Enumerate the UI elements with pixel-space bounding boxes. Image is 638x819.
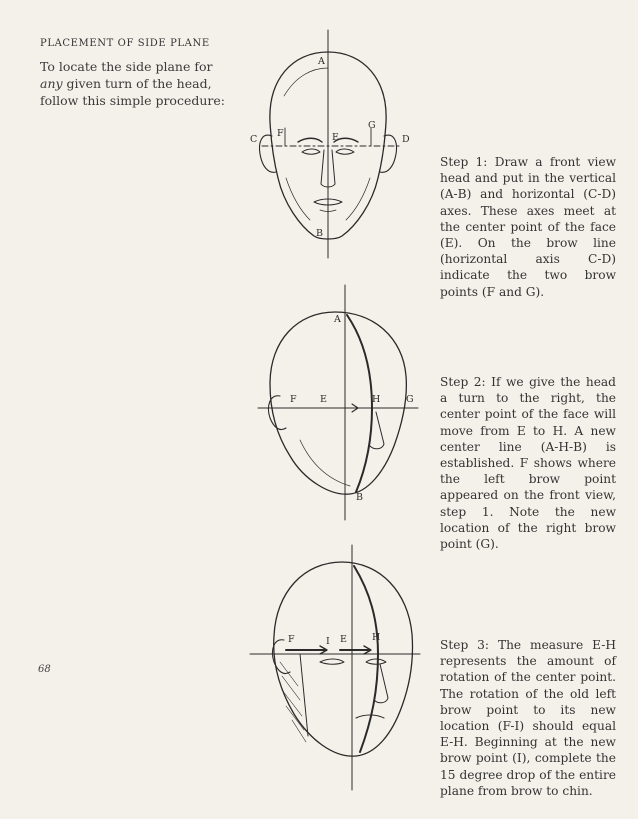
intro-text-end: given turn of the head, follow this simple procedure:: [40, 76, 225, 108]
side-plane-left-eye: [320, 659, 344, 664]
left-eye: [302, 149, 320, 154]
left-brow: [298, 138, 322, 142]
label-g-1: G: [368, 120, 376, 131]
intro-emphasis: any: [40, 76, 63, 91]
page-number: 68: [38, 664, 51, 675]
side-plane-head-figure: [250, 545, 420, 790]
label-h-2: H: [372, 394, 381, 405]
label-g-2: G: [406, 394, 414, 405]
front-view-head-figure: [260, 30, 401, 258]
intro-text-start: To locate the side plane for: [40, 59, 213, 74]
label-e-2: E: [320, 394, 327, 405]
label-a-2: A: [334, 314, 341, 325]
label-b-2: B: [356, 492, 363, 503]
section-heading: PLACEMENT OF SIDE PLANE: [40, 38, 210, 49]
label-b-1: B: [316, 228, 323, 239]
step-1-text: Step 1: Draw a front view head and put in the vertical (A-B) and horizontal (C-D) axes. These axes meet at the center point of the face (E). On the brow line (horizontal axis C-D) indicate the two brow points (F and G).: [440, 155, 616, 299]
label-e-3: E: [340, 634, 347, 645]
label-i-3: I: [326, 636, 330, 647]
label-a-1: A: [318, 56, 325, 67]
label-f-3: F: [288, 634, 295, 645]
cheek-contour-left: [286, 178, 310, 220]
label-c-1: C: [250, 134, 258, 145]
turned-jaw-contour: [300, 440, 350, 486]
label-h-3: H: [372, 632, 381, 643]
center-line-a-h-b: [347, 315, 372, 492]
step-3-text: Step 3: The measure E-H represents the amount of rotation of the center point. The rotation of the old left brow point to its new location (F-I) should equal E-H. Beginning at the new brow point (I), complete the 15 degree drop of the entire plane from brow to chin.: [440, 638, 616, 798]
label-f-1: F: [277, 128, 284, 139]
label-e-1: E: [332, 132, 339, 143]
figure-3-labels: [288, 632, 380, 647]
label-f-2: F: [290, 394, 297, 405]
right-eye: [336, 149, 354, 154]
label-d-1: D: [402, 134, 410, 145]
forehead-contour: [284, 68, 328, 96]
side-plane-head-outline: [274, 562, 413, 756]
cheek-contour-right: [346, 178, 370, 220]
side-plane-right-eye: [366, 659, 386, 664]
step-2-text: Step 2: If we give the head a turn to the right, the center point of the face will move from E to H. A new center line (A-H-B) is established. F shows where the left brow point appeared on the front view, step 1. Note the new location of the right brow point (G).: [440, 375, 616, 552]
